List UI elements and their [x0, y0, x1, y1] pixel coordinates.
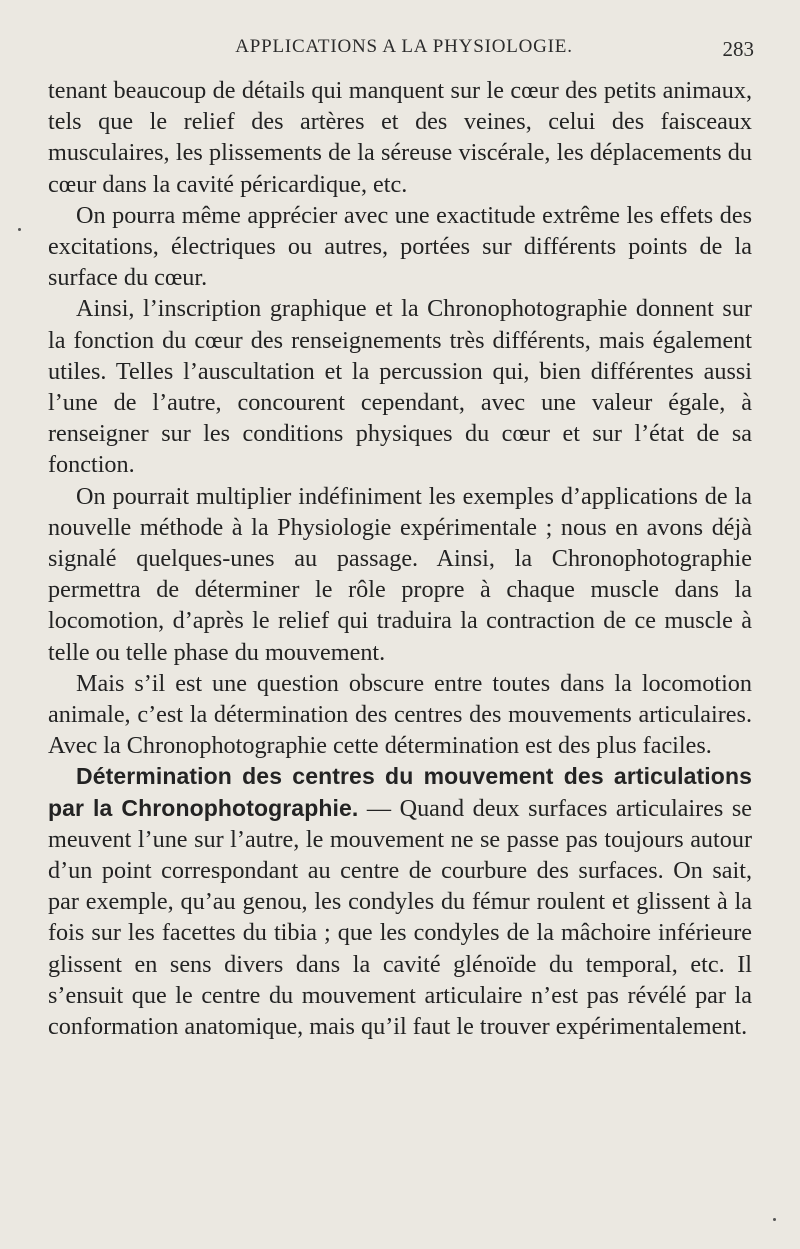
running-title: APPLICATIONS A LA PHYSIOLOGIE.: [235, 36, 573, 57]
paragraph-2: On pourra même apprécier avec une exactitude extrême les effets des excitations, électriques ou autres, portées sur différents points de la surface du cœur.: [48, 201, 752, 292]
paragraph-5: Mais s’il est une question obscure entre toutes dans la locomotion animale, c’est la détermination des centres des mouvements articulaires. Avec la Chronophotographie cette détermination est des plus faciles.: [48, 669, 752, 760]
page-number: 283: [722, 37, 754, 61]
section-heading: Détermination des centres du mouvement des articulations par la Chronophotographie.: [48, 763, 752, 821]
paragraph-1: tenant beaucoup de détails qui manquent sur le cœur des petits animaux, tels que le relief des artères et des veines, celui des faisceaux musculaires, les plissements de la séreuse viscérale, les déplacements du cœur dans la cavité péricardique, etc.: [48, 77, 752, 198]
page-header: [48, 36, 760, 62]
print-speck: [18, 228, 21, 231]
paragraph-6: [48, 761, 752, 1042]
paragraph-6-text: — Quand deux surfaces articulaires se meuvent l’une sur l’autre, le mouvement ne se passe pas toujours autour d’un point correspondant au centre de courbure des surfaces. On sait, par exemple, qu’au genou, les condyles du fémur roulent et glissent à la fois sur les facettes du tibia ; que les condyles de la mâchoire inférieure glissent en sens divers dans la cavité glénoïde du temporal, etc. Il s’ensuit que le centre du mouvement articulaire n’est pas révélé par la conformation anatomique, mais qu’il faut le trouver expérimentalement.: [48, 794, 752, 1041]
print-speck: [773, 1218, 776, 1221]
body-text: [48, 75, 752, 1042]
paragraph-3: Ainsi, l’inscription graphique et la Chronophotographie donnent sur la fonction du cœur des renseignements très différents, mais également utiles. Telles l’auscultation et la percussion qui, bien différentes aussi l’une de l’autre, concourent cependant, avec une valeur égale, à renseigner sur les conditions physiques du cœur et sur l’état de sa fonction.: [48, 295, 752, 479]
paragraph-4: On pourrait multiplier indéfiniment les exemples d’applications de la nouvelle méthode à la Physiologie expérimentale ; nous en avons déjà signalé quelques-unes au passage. Ainsi, la Chronophotographie permettra de déterminer le rôle propre à chaque muscle dans la locomotion, d’après le relief qui traduira la contraction de ce muscle à telle ou telle phase du mouvement.: [48, 482, 752, 666]
